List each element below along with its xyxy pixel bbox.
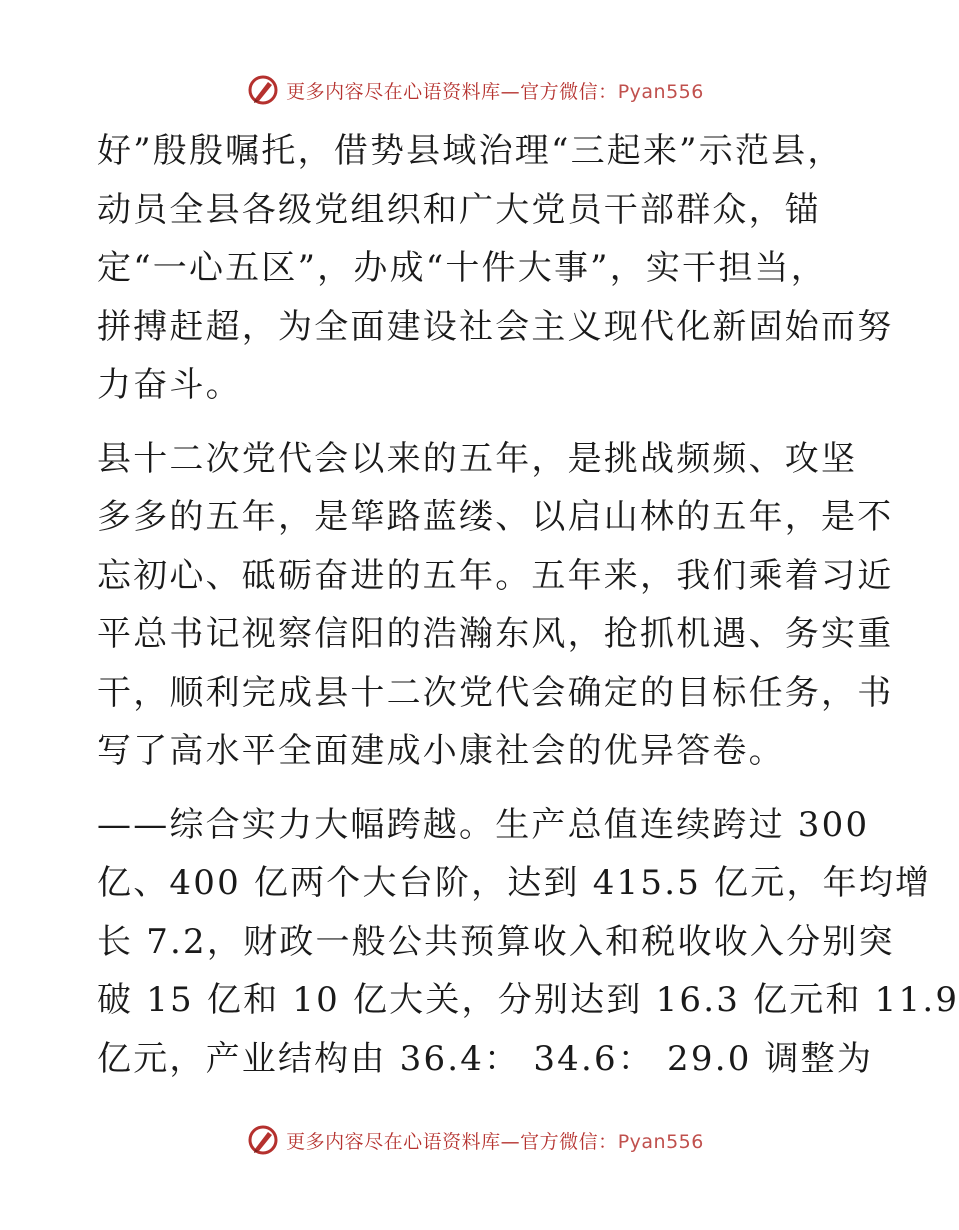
document-body <box>97 122 959 1088</box>
pen-logo-icon <box>246 73 280 107</box>
text-line: ——综合实力大幅跨越。生产总值连续跨过 300 <box>97 804 870 845</box>
paragraph-1 <box>97 122 894 415</box>
text-line: 干，顺利完成县十二次党代会确定的目标任务，书 <box>97 672 894 713</box>
text-line: 定“一心五区”，办成“十件大事”，实干担当， <box>97 248 827 288</box>
watermark-text: 更多内容尽在心语资料库—官方微信：Pyan556 <box>286 80 704 103</box>
text-line: 县十二次党代会以来的五年，是挑战频频、攻坚 <box>97 438 858 479</box>
paragraph-3 <box>97 796 959 1089</box>
text-line: 力奋斗。 <box>97 365 242 405</box>
text-line: 写了高水平全面建成小康社会的优异答卷。 <box>97 731 785 771</box>
watermark-text: 更多内容尽在心语资料库—官方微信：Pyan556 <box>286 1130 704 1153</box>
text-line: 多多的五年，是筚路蓝缕、以启山林的五年，是不 <box>97 497 894 537</box>
text-line: 拼搏赶超，为全面建设社会主义现代化新固始而努 <box>97 306 894 347</box>
text-line: 长 7.2，财政一般公共预算收入和税收收入分别突 <box>97 921 895 962</box>
pen-logo-icon <box>246 1123 280 1157</box>
text-line: 亿、400 亿两个大台阶，达到 415.5 亿元，年均增 <box>97 863 932 903</box>
paragraph-2 <box>97 430 894 781</box>
text-line: 好”殷殷嘱托，借势县域治理“三起来”示范县， <box>97 131 844 171</box>
text-line: 忘初心、砥砺奋进的五年。五年来，我们乘着习近 <box>97 555 894 596</box>
text-line: 亿元，产业结构由 36.4： 34.6： 29.0 调整为 <box>97 1038 874 1079</box>
header-watermark <box>0 70 950 110</box>
text-line: 动员全县各级党组织和广大党员干部群众，锚 <box>97 189 821 230</box>
text-line: 平总书记视察信阳的浩瀚东风，抢抓机遇、务实重 <box>97 614 894 654</box>
text-line: 破 15 亿和 10 亿大关，分别达到 16.3 亿元和 11.9 <box>97 980 959 1020</box>
footer-watermark <box>0 1120 950 1160</box>
